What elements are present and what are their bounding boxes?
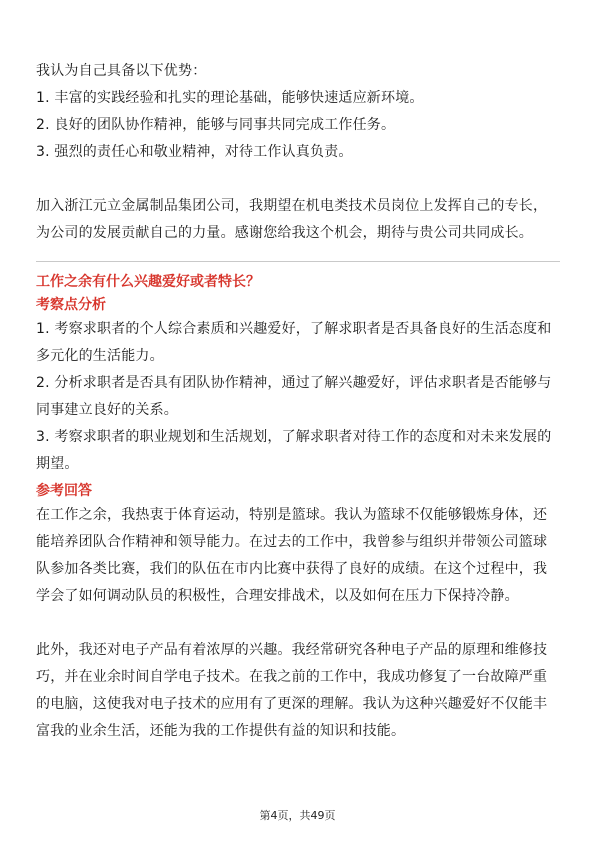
section-divider <box>36 261 560 262</box>
answer-line: 巧，并在业余时间自学电子技术。在我之前的工作中，我成功修复了一台故障严重 <box>36 669 548 685</box>
answer-line: 在工作之余，我热衷于体育运动，特别是篮球。我认为篮球不仅能够锻炼身体，还 <box>36 507 548 523</box>
analysis-line: 多元化的生活能力。 <box>36 348 164 364</box>
answer-line: 的电脑，这使我对电子技术的应用有了更深的理解。我认为这种兴趣爱好不仅能丰 <box>36 696 548 712</box>
document-page <box>36 58 560 745</box>
advantages-intro: 我认为自己具备以下优势： <box>36 63 207 79</box>
analysis-line: 同事建立良好的关系。 <box>36 402 178 418</box>
analysis-line: 1. 考察求职者的个人综合素质和兴趣爱好，了解求职者是否具备良好的生活态度和 <box>36 321 552 337</box>
analysis-line: 期望。 <box>36 456 79 472</box>
answer-line: 富我的业余生活，还能为我的工作提供有益的知识和技能。 <box>36 723 406 739</box>
answer-line: 学会了如何调动队员的积极性，合理安排战术，以及如何在压力下保持冷静。 <box>36 588 519 604</box>
answer-line: 此外，我还对电子产品有着浓厚的兴趣。我经常研究各种电子产品的原理和维修技 <box>36 642 548 658</box>
answer-line: 队参加各类比赛，我们的队伍在市内比赛中获得了良好的成绩。在这个过程中，我 <box>36 561 548 577</box>
spacer <box>36 610 560 637</box>
advantage-item: 3. 强烈的责任心和敬业精神，对待工作认真负责。 <box>36 144 353 160</box>
page-number: 第4页，共49页 <box>259 809 336 822</box>
closing-line: 加入浙江元立金属制品集团公司，我期望在机电类技术员岗位上发挥自己的专长， <box>36 198 548 214</box>
analysis-line: 2. 分析求职者是否具有团队协作精神，通过了解兴趣爱好，评估求职者是否能够与 <box>36 375 552 391</box>
advantage-item: 1. 丰富的实践经验和扎实的理论基础，能够快速适应新环境。 <box>36 90 424 106</box>
advantage-item: 2. 良好的团队协作精神，能够与同事共同完成工作任务。 <box>36 117 396 133</box>
spacer <box>36 166 560 193</box>
analysis-heading: 考察点分析 <box>36 297 106 313</box>
answer-heading: 参考回答 <box>36 483 92 499</box>
closing-line: 为公司的发展贡献自己的力量。感谢您给我这个机会，期待与贵公司共同成长。 <box>36 225 533 241</box>
answer-line: 能培养团队合作精神和领导能力。在过去的工作中，我曾参与组织并带领公司篮球 <box>36 534 548 550</box>
analysis-line: 3. 考察求职者的职业规划和生活规划，了解求职者对待工作的态度和对未来发展的 <box>36 429 552 445</box>
question-title: 工作之余有什么兴趣爱好或者特长？ <box>36 274 260 290</box>
